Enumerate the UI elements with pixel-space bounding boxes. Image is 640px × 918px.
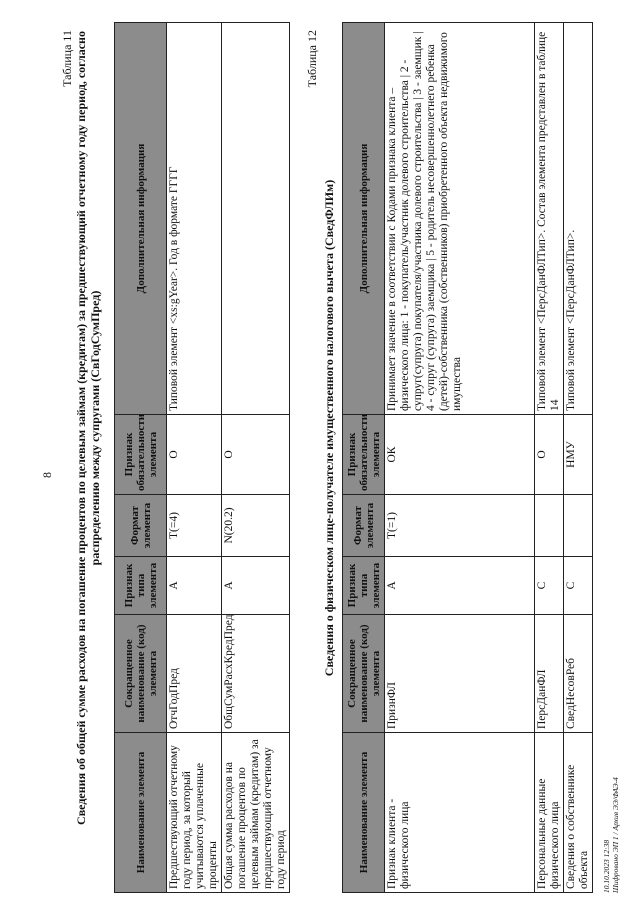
table-cell: А (222, 557, 290, 615)
table-11-label: Таблица 11 (60, 30, 74, 87)
table-cell: ОтчГодПред (167, 615, 222, 733)
table-cell: T(=4) (167, 495, 222, 557)
table-cell: N(20.2) (222, 495, 290, 557)
table-row (167, 23, 222, 893)
table-cell: ОК (385, 415, 535, 495)
table-row (222, 23, 290, 893)
table-11-header: Дополнительная информация (115, 23, 167, 415)
page-number: 8 (40, 472, 54, 478)
table-12-header: Наименование элемента (343, 733, 385, 893)
table-cell: Принимает значение в соответствии с Кодами признака клиента – физического лица: 1 - покупатель/участник долевого строительства | 2 - супруг(супруга) покупателя/участника долевого строительства | 3 - заемщик | 4 - супруг (супруга) заемщика | 5 - родитель несовершеннолетнего ребенка (детей)-собственника (собственников) приобретенного объекта недвижимого имущества (385, 23, 535, 415)
table-cell: Признак клиента - физического лица (385, 733, 535, 893)
table-11-header: Наименование элемента (115, 733, 167, 893)
table-cell: Персональные данные физического лица (535, 733, 564, 893)
table-12 (342, 22, 593, 893)
table-cell: T(=1) (385, 495, 535, 557)
table-cell: ПерсДанФЛ (535, 615, 564, 733)
table-row (564, 23, 593, 893)
table-cell (564, 495, 593, 557)
table-cell: О (222, 415, 290, 495)
table-12-header: Признак типа элемента (343, 557, 385, 615)
table-cell: С (564, 557, 593, 615)
table-cell: НМУ (564, 415, 593, 495)
footer-stamp (602, 777, 620, 893)
table-11-caption: Сведения об общей сумме расходов на погашение процентов по целевым займам (кредитам) за предшествующий отчетному году период, согласно распределению между супругами (СвГодСумПред) (74, 31, 102, 825)
table-cell: А (385, 557, 535, 615)
table-cell: А (167, 557, 222, 615)
table-cell: Предшествующий отчетному году период, за который учитываются уплаченные проценты (167, 733, 222, 893)
table-12-header: Сокращенное наименование (код) элемента (343, 615, 385, 733)
table-11-header: Признак обязательности элемента (115, 415, 167, 495)
table-cell: ПризнФЛ (385, 615, 535, 733)
table-cell: Сведения о собственнике объекта (564, 733, 593, 893)
table-row (535, 23, 564, 893)
table-cell: СведНесовРеб (564, 615, 593, 733)
table-11-header: Признак типа элемента (115, 557, 167, 615)
table-12-label: Таблица 12 (305, 30, 319, 88)
table-12-caption: Сведения о физическом лице-получателе имущественного налогового вычета (СведФЛИм) (322, 179, 336, 677)
table-12-header: Дополнительная информация (343, 23, 385, 415)
footer-date: 10.10.2023 12:38 (602, 839, 611, 893)
table-cell: Общая сумма расходов на погашение процентов по целевым займам (кредитам) за предшествующий отчетному году период (222, 733, 290, 893)
table-cell: С (535, 557, 564, 615)
table-cell: Типовой элемент <xs:gYear>. Год в формате ГГГГ (167, 23, 222, 415)
table-11 (114, 22, 290, 893)
table-cell (222, 23, 290, 415)
table-row (385, 23, 535, 893)
table-12-header: Формат элемента (343, 495, 385, 557)
table-11-header: Формат элемента (115, 495, 167, 557)
table-11-header: Сокращенное наименование (код) элемента (115, 615, 167, 733)
table-cell: Типовой элемент <ПерсДанФЛТип>. Состав элемента представлен в таблице 14 (535, 23, 564, 415)
table-12-header: Признак обязательности элемента (343, 415, 385, 495)
footer-note: Шифровано ЭП 1 / Архив ЭЭ/ФАЭ-4 (611, 777, 620, 893)
table-cell (535, 495, 564, 557)
table-cell: О (535, 415, 564, 495)
table-cell: Типовой элемент <ПерсДанФЛТип>. (564, 23, 593, 415)
table-cell: ОбщСумРасхКредПред (222, 615, 290, 733)
table-cell: О (167, 415, 222, 495)
